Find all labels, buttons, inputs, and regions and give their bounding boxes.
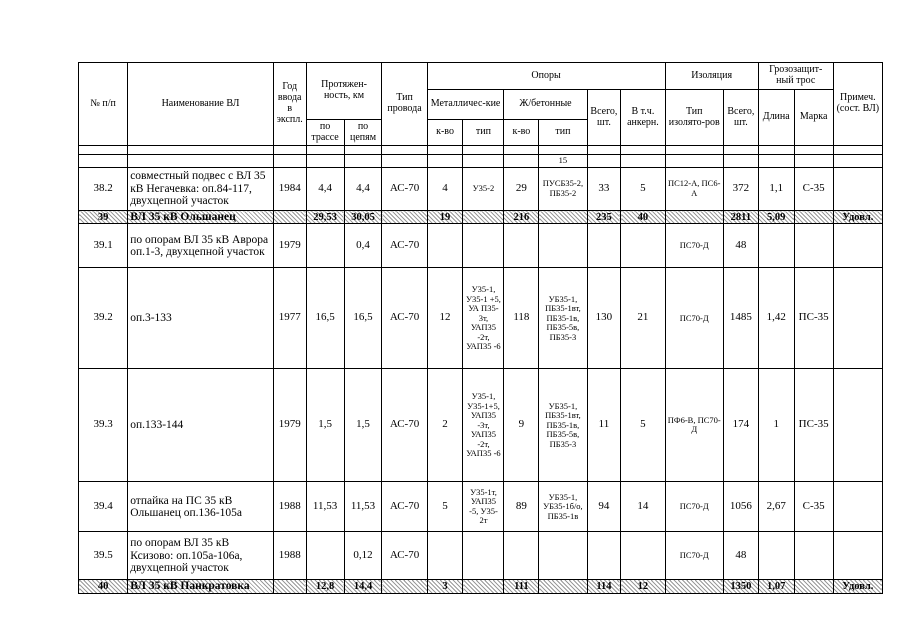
anchor-count: 5	[621, 168, 665, 211]
length-chains: 4,4	[344, 168, 382, 211]
length-chains: 1,5	[344, 369, 382, 482]
insulator-type: ПС70-Д	[665, 532, 723, 580]
insulator-type: ПФ6-В, ПС70-Д	[665, 369, 723, 482]
line-name: оп.133-144	[128, 369, 274, 482]
year: 1988	[273, 532, 306, 580]
metal-type: У35-2	[463, 168, 504, 211]
gw-mark: ПС-35	[794, 369, 833, 482]
header-ins-type: Тип изолято-ров	[665, 90, 723, 146]
header-length-chains: по цепям	[344, 120, 382, 146]
insulator-type: ПС70-Д	[665, 268, 723, 369]
note	[833, 268, 882, 369]
length-chains: 14,4	[344, 580, 382, 593]
concrete-type-cell: 15	[539, 155, 587, 168]
insulator-total: 2811	[723, 211, 758, 224]
metal-type: У35-1, У35-1+5, УАП35 -3т, УАП35 -2т, УАП35 -6	[463, 369, 504, 482]
header-concrete: Ж/бетонные	[504, 90, 587, 120]
note	[833, 168, 882, 211]
header-insulation: Изоляция	[665, 63, 758, 90]
row-num: 39.4	[79, 482, 128, 532]
insulator-type: ПС12-А, ПС6-А	[665, 168, 723, 211]
header-concrete-type: тип	[539, 120, 587, 146]
table-row	[79, 146, 883, 155]
anchor-count	[621, 532, 665, 580]
concrete-count: 118	[504, 268, 539, 369]
length-chains: 16,5	[344, 268, 382, 369]
header-note: Примеч. (сост. ВЛ)	[833, 63, 882, 146]
concrete-count	[504, 532, 539, 580]
header-year: Год ввода в экспл.	[273, 63, 306, 146]
row-num: 39	[79, 211, 128, 224]
header-metal-count: к-во	[427, 120, 463, 146]
concrete-type: ПУСБ35-2, ПБ35-2	[539, 168, 587, 211]
anchor-count: 40	[621, 211, 665, 224]
metal-type	[463, 532, 504, 580]
concrete-type	[539, 532, 587, 580]
concrete-type	[539, 224, 587, 268]
table-row	[79, 268, 883, 369]
supports-total: 11	[587, 369, 621, 482]
wire-type: АС-70	[382, 168, 427, 211]
header-supports: Опоры	[427, 63, 665, 90]
wire-type: АС-70	[382, 369, 427, 482]
insulator-total: 48	[723, 532, 758, 580]
insulator-total: 372	[723, 168, 758, 211]
gw-length: 1	[758, 369, 794, 482]
metal-type: У35-1т, УАП35 -5, У35-2т	[463, 482, 504, 532]
total-row	[79, 211, 883, 224]
metal-count: 2	[427, 369, 463, 482]
gw-length	[758, 532, 794, 580]
row-num: 40	[79, 580, 128, 593]
total-row	[79, 580, 883, 593]
table-row	[79, 482, 883, 532]
metal-count: 4	[427, 168, 463, 211]
wire-type: АС-70	[382, 224, 427, 268]
length-route	[306, 532, 344, 580]
line-name: отпайка на ПС 35 кВ Ольшанец оп.136-105а	[128, 482, 274, 532]
header-metal-type: тип	[463, 120, 504, 146]
row-num: 39.2	[79, 268, 128, 369]
wire-type: АС-70	[382, 268, 427, 369]
insulator-total: 48	[723, 224, 758, 268]
gw-length: 1,42	[758, 268, 794, 369]
anchor-count: 21	[621, 268, 665, 369]
line-name: ВЛ 35 кВ Панкратовка	[128, 580, 274, 593]
table-row	[79, 532, 883, 580]
header-name: Наименование ВЛ	[128, 63, 274, 146]
year: 1979	[273, 369, 306, 482]
table-row	[79, 155, 883, 168]
row-num: 39.3	[79, 369, 128, 482]
metal-count	[427, 532, 463, 580]
gw-length: 1,07	[758, 580, 794, 593]
supports-total: 114	[587, 580, 621, 593]
length-route: 16,5	[306, 268, 344, 369]
note: Удовл.	[833, 211, 882, 224]
concrete-count: 216	[504, 211, 539, 224]
metal-count: 19	[427, 211, 463, 224]
anchor-count: 14	[621, 482, 665, 532]
gw-length: 5,09	[758, 211, 794, 224]
header-metal: Металличес-кие	[427, 90, 504, 120]
header-concrete-count: к-во	[504, 120, 539, 146]
anchor-count: 5	[621, 369, 665, 482]
gw-length	[758, 224, 794, 268]
insulator-type: ПС70-Д	[665, 224, 723, 268]
length-route: 29,53	[306, 211, 344, 224]
concrete-count: 9	[504, 369, 539, 482]
length-route: 12,8	[306, 580, 344, 593]
length-chains: 0,12	[344, 532, 382, 580]
insulator-total: 1350	[723, 580, 758, 593]
header-length-route: по трассе	[306, 120, 344, 146]
row-num: 39.5	[79, 532, 128, 580]
insulator-total: 1056	[723, 482, 758, 532]
note	[833, 532, 882, 580]
header-anchor: В т.ч. анкерн.	[621, 90, 665, 146]
metal-count: 3	[427, 580, 463, 593]
note	[833, 482, 882, 532]
year: 1979	[273, 224, 306, 268]
table-row	[79, 168, 883, 211]
supports-total	[587, 532, 621, 580]
note: Удовл.	[833, 580, 882, 593]
wire-type: АС-70	[382, 532, 427, 580]
supports-total: 94	[587, 482, 621, 532]
table-row	[79, 224, 883, 268]
note	[833, 224, 882, 268]
header-total-supports: Всего, шт.	[587, 90, 621, 146]
metal-count	[427, 224, 463, 268]
concrete-count	[504, 224, 539, 268]
insulator-total: 1485	[723, 268, 758, 369]
gw-mark	[794, 532, 833, 580]
year: 1984	[273, 168, 306, 211]
header-gw-length: Длина	[758, 90, 794, 146]
concrete-count: 29	[504, 168, 539, 211]
concrete-type: УБ35-1, УБ35-1б/о, ПБ35-1в	[539, 482, 587, 532]
insulator-type: ПС70-Д	[665, 482, 723, 532]
header-length: Протяжен-ность, км	[306, 63, 382, 120]
metal-type: У35-1, У35-1 +5, УА П35-3т, УАП35 -2т, УАП35 -6	[463, 268, 504, 369]
line-name: совместный подвес с ВЛ 35 кВ Негачевка: оп.84-117, двухцепной участок	[128, 168, 274, 211]
supports-total: 33	[587, 168, 621, 211]
gw-length: 1,1	[758, 168, 794, 211]
note	[833, 369, 882, 482]
metal-count: 5	[427, 482, 463, 532]
metal-count: 12	[427, 268, 463, 369]
concrete-count: 111	[504, 580, 539, 593]
supports-total: 130	[587, 268, 621, 369]
line-name: ВЛ 35 кВ Ольшанец	[128, 211, 274, 224]
length-chains: 30,05	[344, 211, 382, 224]
year: 1977	[273, 268, 306, 369]
header-ground-wire: Грозозащит-ный трос	[758, 63, 833, 90]
supports-total	[587, 224, 621, 268]
line-name: по опорам ВЛ 35 кВ Ксизово: оп.105а-106а, двухцепной участок	[128, 532, 274, 580]
year: 1988	[273, 482, 306, 532]
line-name: оп.3-133	[128, 268, 274, 369]
gw-mark: С-35	[794, 168, 833, 211]
gw-mark: С-35	[794, 482, 833, 532]
row-num: 39.1	[79, 224, 128, 268]
row-num: 38.2	[79, 168, 128, 211]
gw-mark	[794, 224, 833, 268]
anchor-count: 12	[621, 580, 665, 593]
length-chains: 11,53	[344, 482, 382, 532]
length-route: 1,5	[306, 369, 344, 482]
supports-total: 235	[587, 211, 621, 224]
concrete-type: УБ35-1, ПБ35-1вт, ПБ35-1в, ПБ35-5в, ПБ35-3	[539, 369, 587, 482]
insulator-total: 174	[723, 369, 758, 482]
table-row	[79, 369, 883, 482]
gw-length: 2,67	[758, 482, 794, 532]
concrete-type: УБ35-1, ПБ35-1вт, ПБ35-1в, ПБ35-5в, ПБ35-3	[539, 268, 587, 369]
concrete-count: 89	[504, 482, 539, 532]
anchor-count	[621, 224, 665, 268]
length-route: 4,4	[306, 168, 344, 211]
length-chains: 0,4	[344, 224, 382, 268]
length-route: 11,53	[306, 482, 344, 532]
gw-mark: ПС-35	[794, 268, 833, 369]
header-ins-total: Всего, шт.	[723, 90, 758, 146]
header-num: № п/п	[79, 63, 128, 146]
length-route	[306, 224, 344, 268]
header-wire: Тип провода	[382, 63, 427, 146]
power-lines-table	[78, 62, 883, 594]
line-name: по опорам ВЛ 35 кВ Аврора оп.1-3, двухцепной участок	[128, 224, 274, 268]
header-gw-mark: Марка	[794, 90, 833, 146]
metal-type	[463, 224, 504, 268]
wire-type: АС-70	[382, 482, 427, 532]
